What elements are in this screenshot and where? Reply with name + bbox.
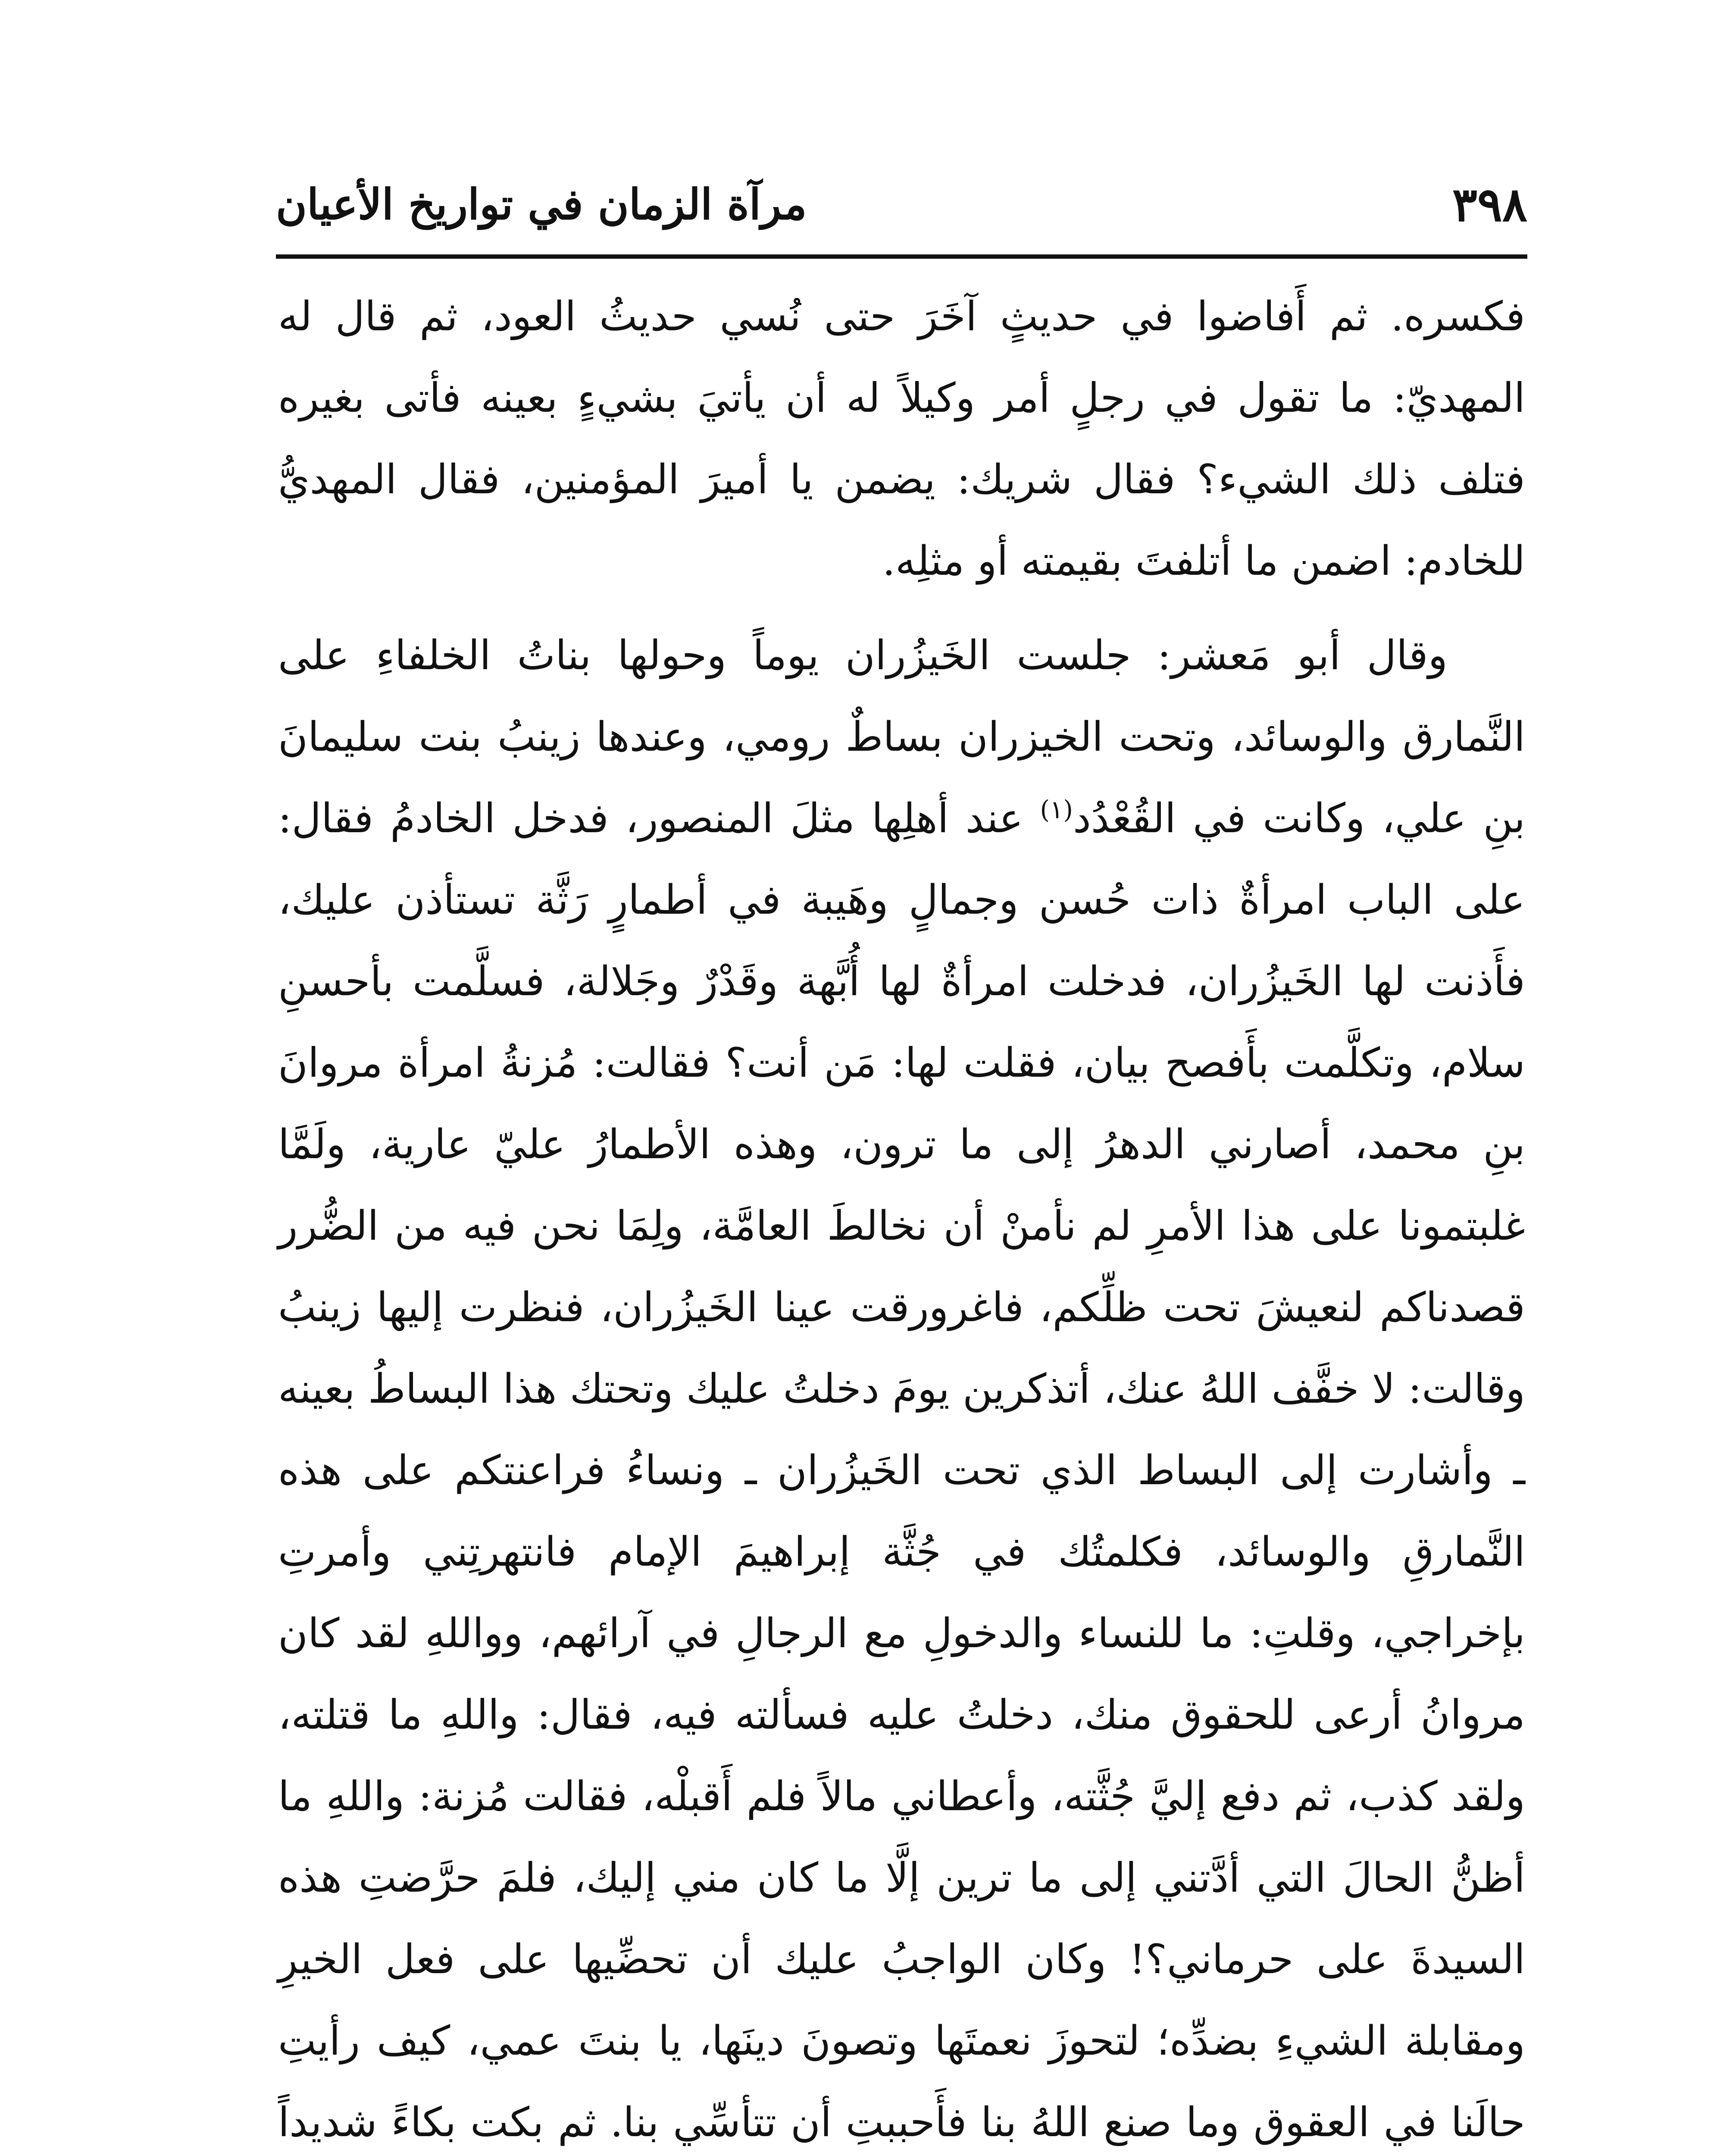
main-text <box>278 276 1525 2156</box>
header-divider <box>276 254 1527 259</box>
page-number: ٣٩٨ <box>1452 178 1527 232</box>
paragraph-2-text-a: وقال أبو مَعشر: جلست الخَيزُران يوماً وحولها بناتُ الخلفاءِ على النَّمارق والوسائد، وتحت الخيزران بساطٌ رومي، وعندها زينبُ بنت سليمانَ بنِ علي، وكانت في القُعْدُد <box>278 632 1525 842</box>
running-header <box>276 168 1527 241</box>
paragraph-2-text-b: عند أهلِها مثلَ المنصور، فدخل الخادمُ فقال: على الباب امرأةٌ ذات حُسن وجمالٍ وهَيبة في أطمارٍ رَثَّة تستأذن عليك، فأَذنت لها الخَيزُران، فدخلت امرأةٌ لها أُبَّهة وقَدْرٌ وجَلالة، فسلَّمت بأحسنِ سلام، وتكلَّمت بأَفصح بيان، فقلت لها: مَن أنت؟ فقالت: مُزنةُ امرأة مروانَ بنِ محمد، أصارني الدهرُ إلى ما ترون، وهذه الأطمارُ عليّ عارية، ولَمَّا غلبتمونا على هذا الأمرِ لم نأمنْ أن نخالطَ العامَّة، ولِمَا نحن فيه من الضُّرر قصدناكم لنعيشَ تحت ظلِّكم، فاغرورقت عينا الخَيزُران، فنظرت إليها زينبُ وقالت: لا خفَّف اللهُ عنك، أتذكرين يومَ دخلتُ عليك وتحتك هذا البساطُ بعينه ـ وأشارت إلى البساط الذي تحت الخَيزُران ـ ونساءُ فراعنتكم على هذه النَّمارقِ والوسائد، فكلمتُك في جُثَّة إبراهيمَ الإمام فانتهرتِني وأمرتِ بإخراجي، وقلتِ: ما للنساء والدخولِ مع الرجالِ في آرائهم، وواللهِ لقد كان مروانُ أرعى للحقوق منك، دخلتُ عليه فسألته فيه، فقال: واللهِ ما قتلته، ولقد كذب، ثم دفع إليَّ جُثَّته، وأعطاني مالاً فلم أَقبلْه، فقالت مُزنة: واللهِ ما أظنُّ الحالَ التي أدَّتني إلى ما ترين إلَّا ما كان مني إليك، فلمَ حرَّضتِ هذه السيدةَ على حرماني؟! وكان الواجبُ عليك أن تحضِّيها على فعل الخيرِ ومقابلة الشيءِ بضدِّه؛ لتحوزَ نعمتَها وتصونَ دينَها، يا بنتَ عمي، كيف رأيتِ حالَنا في العقوق وما صنع اللهُ بنا فأَحببتِ أن تتأسِّي بنا. ثم بكت بكاءً شديداً <box>278 795 1525 2146</box>
running-title: مرآة الزمان في تواريخ الأعيان <box>276 180 807 229</box>
paragraph-2 <box>278 615 1525 2156</box>
paragraph-1: فكسره. ثم أَفاضوا في حديثٍ آخَرَ حتى نُسي حديثُ العود، ثم قال له المهديّ: ما تقول في رجلٍ أمر وكيلاً له أن يأتيَ بشيءٍ بعينه فأتى بغيره فتلف ذلك الشيء؟ فقال شريك: يضمن يا أميرَ المؤمنين، فقال المهديُّ للخادم: اضمن ما أتلفتَ بقيمته أو مثلِه. <box>278 293 1525 585</box>
footnote-reference[interactable]: (١) <box>1040 795 1073 824</box>
